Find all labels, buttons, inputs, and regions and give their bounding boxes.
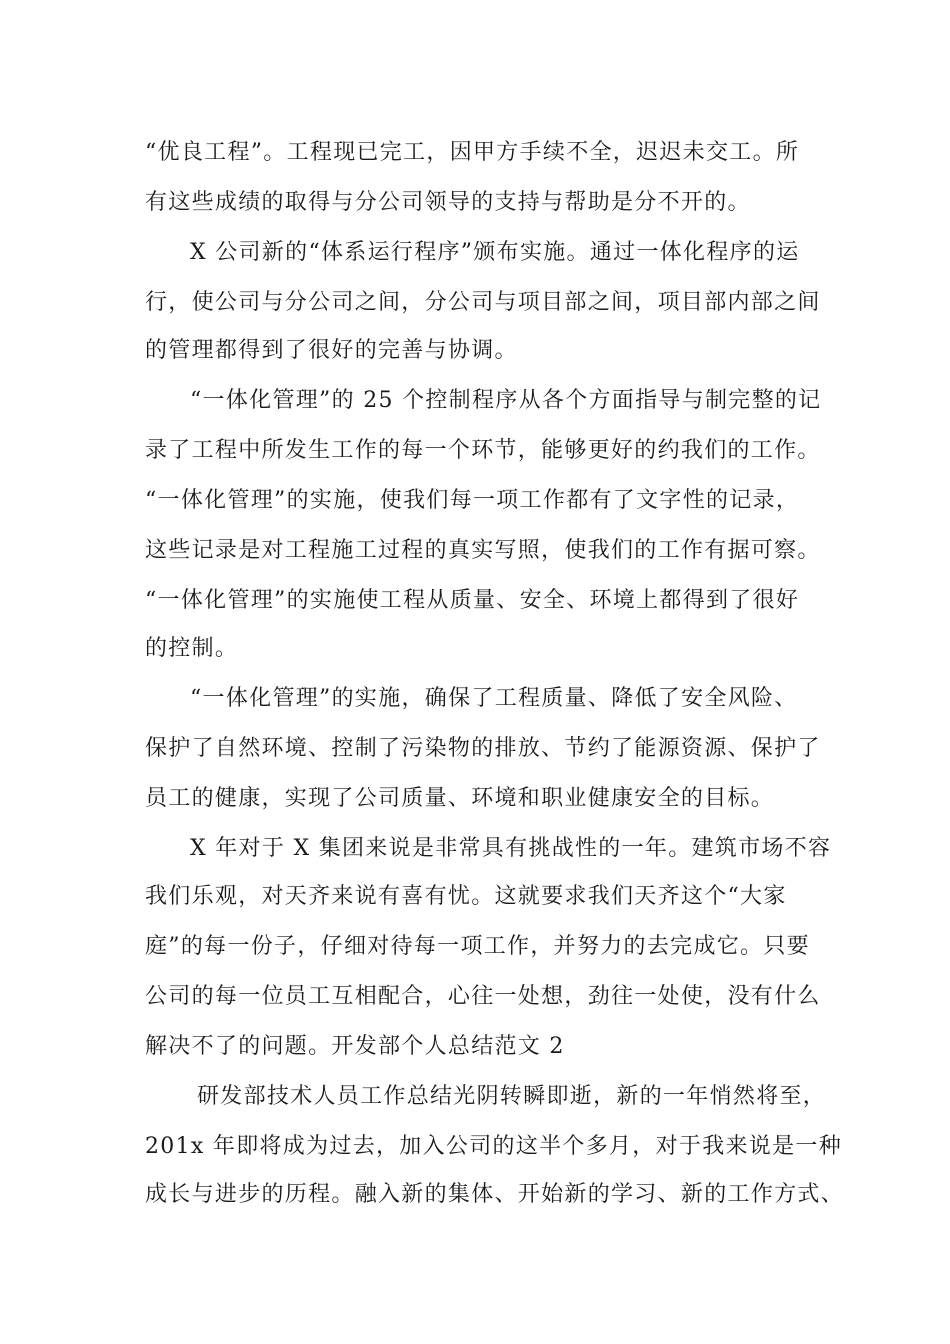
text-line: 我们乐观，对天齐来说有喜有忧。这就要求我们天齐这个“大家 xyxy=(145,884,787,909)
text-line: 这些记录是对工程施工过程的真实写照，使我们的工作有据可察。 xyxy=(145,538,821,563)
paragraph-start-line: 研发部技术人员工作总结光阴转瞬即逝，新的一年悄然将至， xyxy=(197,1084,827,1109)
text-line: 201x 年即将成为过去，加入公司的这半个多月，对于我来说是一种 xyxy=(145,1134,842,1159)
paragraph-start-line: “一体化管理”的实施，确保了工程质量、降低了安全风险、 xyxy=(190,686,798,711)
text-line: 录了工程中所发生工作的每一个环节，能够更好的约我们的工作。 xyxy=(145,438,821,463)
paragraph-start-line: “一体化管理”的 25 个控制程序从各个方面指导与制完整的记 xyxy=(190,388,822,413)
text-line: 庭”的每一份子，仔细对待每一项工作，并努力的去完成它。只要 xyxy=(145,934,810,959)
text-line: 行，使公司与分公司之间，分公司与项目部之间，项目部内部之间 xyxy=(145,290,821,315)
text-line: 有这些成绩的取得与分公司领导的支持与帮助是分不开的。 xyxy=(145,190,751,215)
text-line: 解决不了的问题。开发部个人总结范文 2 xyxy=(145,1034,565,1059)
text-line: 成长与进步的历程。融入新的集体、开始新的学习、新的工作方式、 xyxy=(145,1182,845,1207)
text-line: 保护了自然环境、控制了污染物的排放、节约了能源资源、保护了 xyxy=(145,736,821,761)
text-line: 员工的健康，实现了公司质量、环境和职业健康安全的目标。 xyxy=(145,786,775,811)
text-line: “一体化管理”的实施，使我们每一项工作都有了文字性的记录， xyxy=(145,488,800,513)
paragraph-start-line: X 年对于 X 集团来说是非常具有挑战性的一年。建筑市场不容 xyxy=(190,836,832,861)
text-line: “优良工程”。工程现已完工，因甲方手续不全，迟迟未交工。所 xyxy=(145,140,800,165)
text-line: 的控制。 xyxy=(145,636,239,661)
paragraph-start-line: X 公司新的“体系运行程序”颁布实施。通过一体化程序的运 xyxy=(190,240,800,265)
text-line: “一体化管理”的实施使工程从质量、安全、环境上都得到了很好 xyxy=(145,588,800,613)
text-line: 的管理都得到了很好的完善与协调。 xyxy=(145,338,518,363)
text-line: 公司的每一位员工互相配合，心往一处想，劲往一处使，没有什么 xyxy=(145,984,821,1009)
